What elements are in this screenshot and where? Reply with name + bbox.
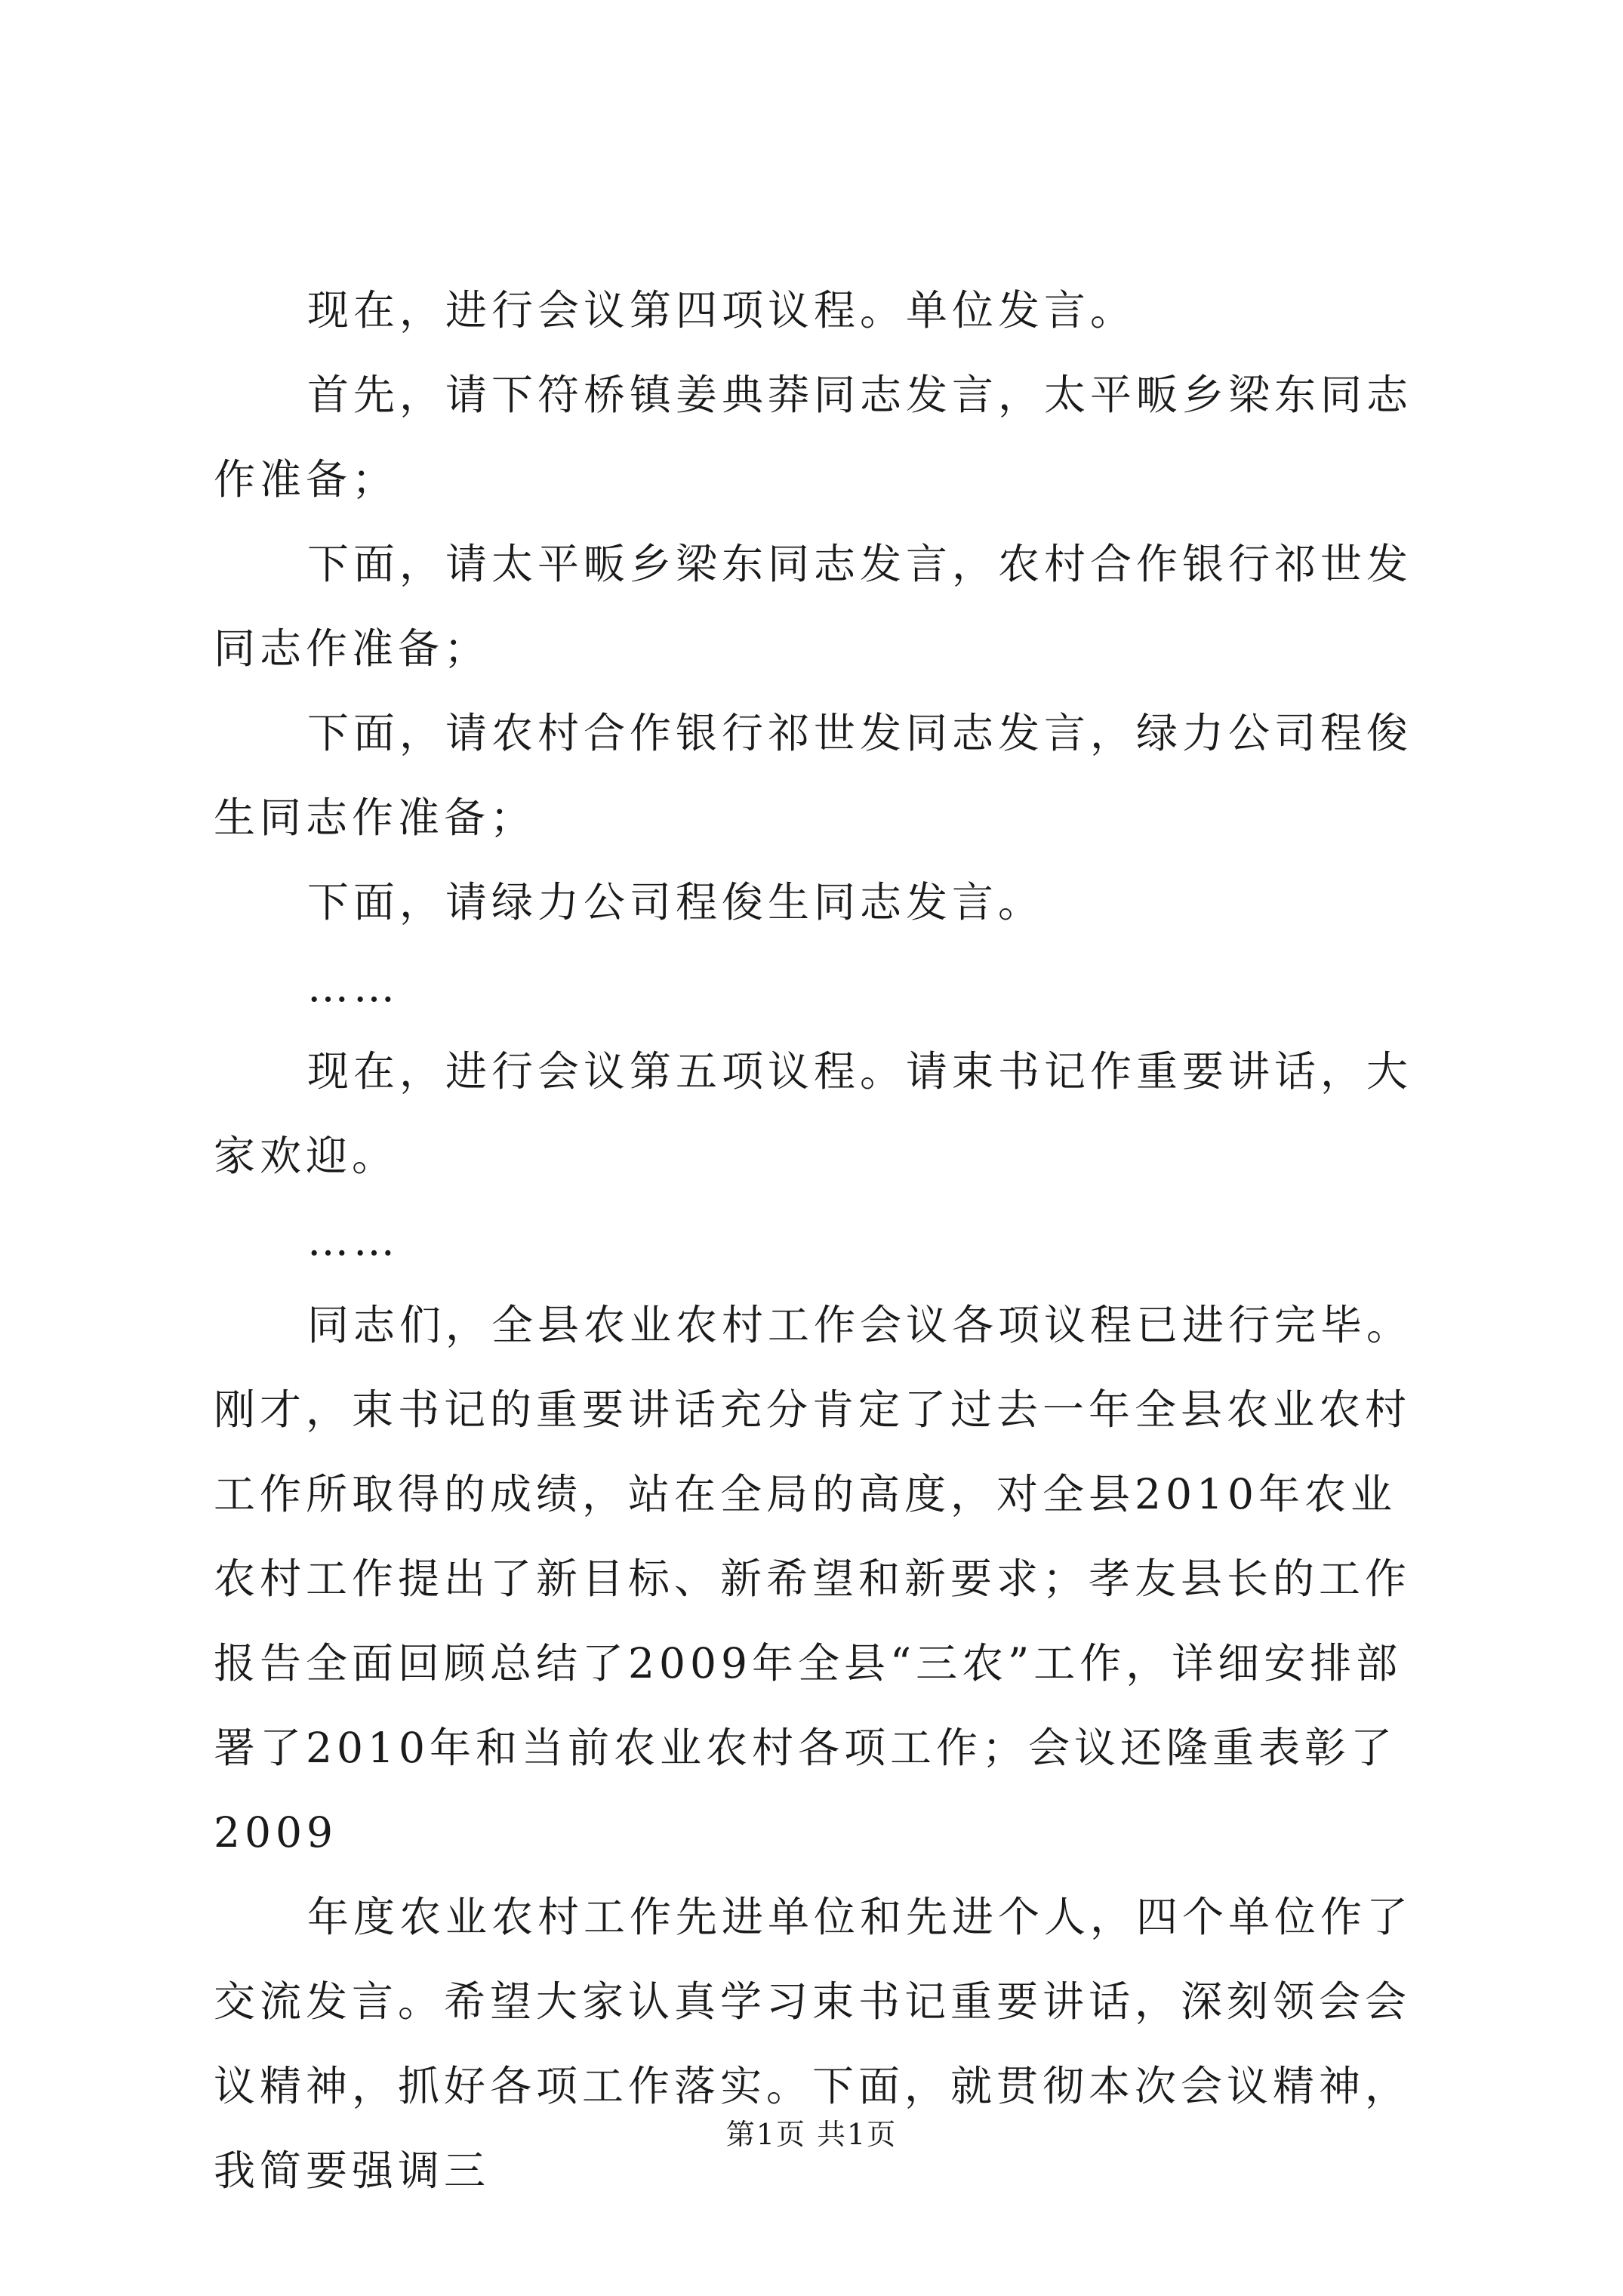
paragraph-third-speaker: 下面，请农村合作银行祁世发同志发言，绿力公司程俊生同志作准备； — [214, 709, 1413, 842]
paragraph-ellipsis-2: …… — [307, 1216, 399, 1265]
paragraph-closing: 年度农业农村工作先进单位和先进个人，四个单位作了交流发言。希望大家认真学习束书记重要讲话，深刻领会会议精神，抓好各项工作落实。下面，就贯彻本次会议精神，我简要强调三 — [214, 1893, 1413, 2195]
paragraph-agenda-four: 现在，进行会议第四项议程。单位发言。 — [307, 286, 1137, 334]
paragraph-second-speaker: 下面，请太平畈乡梁东同志发言，农村合作银行祁世发同志作准备； — [214, 540, 1413, 673]
paragraph-summary: 同志们，全县农业农村工作会议各项议程已进行完毕。刚才，束书记的重要讲话充分肯定了过去一年全县农业农村工作所取得的成绩，站在全局的高度，对全县2010年农业农村工作提出了新目标、新希望和新要求；孝友县长的工作报告全面回顾总结了2009年全县“三农”工作，详细安排部署了2010年和当前农业农村各项工作；会议还隆重表彰了2009 — [214, 1301, 1413, 1857]
paragraph-agenda-five: 现在，进行会议第五项议程。请束书记作重要讲话，大家欢迎。 — [214, 1047, 1413, 1180]
paragraph-first-speaker: 首先，请下符桥镇姜典莽同志发言，太平畈乡梁东同志作准备； — [214, 371, 1413, 504]
document-body — [214, 268, 1421, 2213]
page-number-footer: 第1页 共1页 — [725, 2118, 898, 2151]
paragraph-ellipsis-1: …… — [307, 963, 399, 1011]
paragraph-fourth-speaker: 下面，请绿力公司程俊生同志发言。 — [307, 878, 1045, 926]
